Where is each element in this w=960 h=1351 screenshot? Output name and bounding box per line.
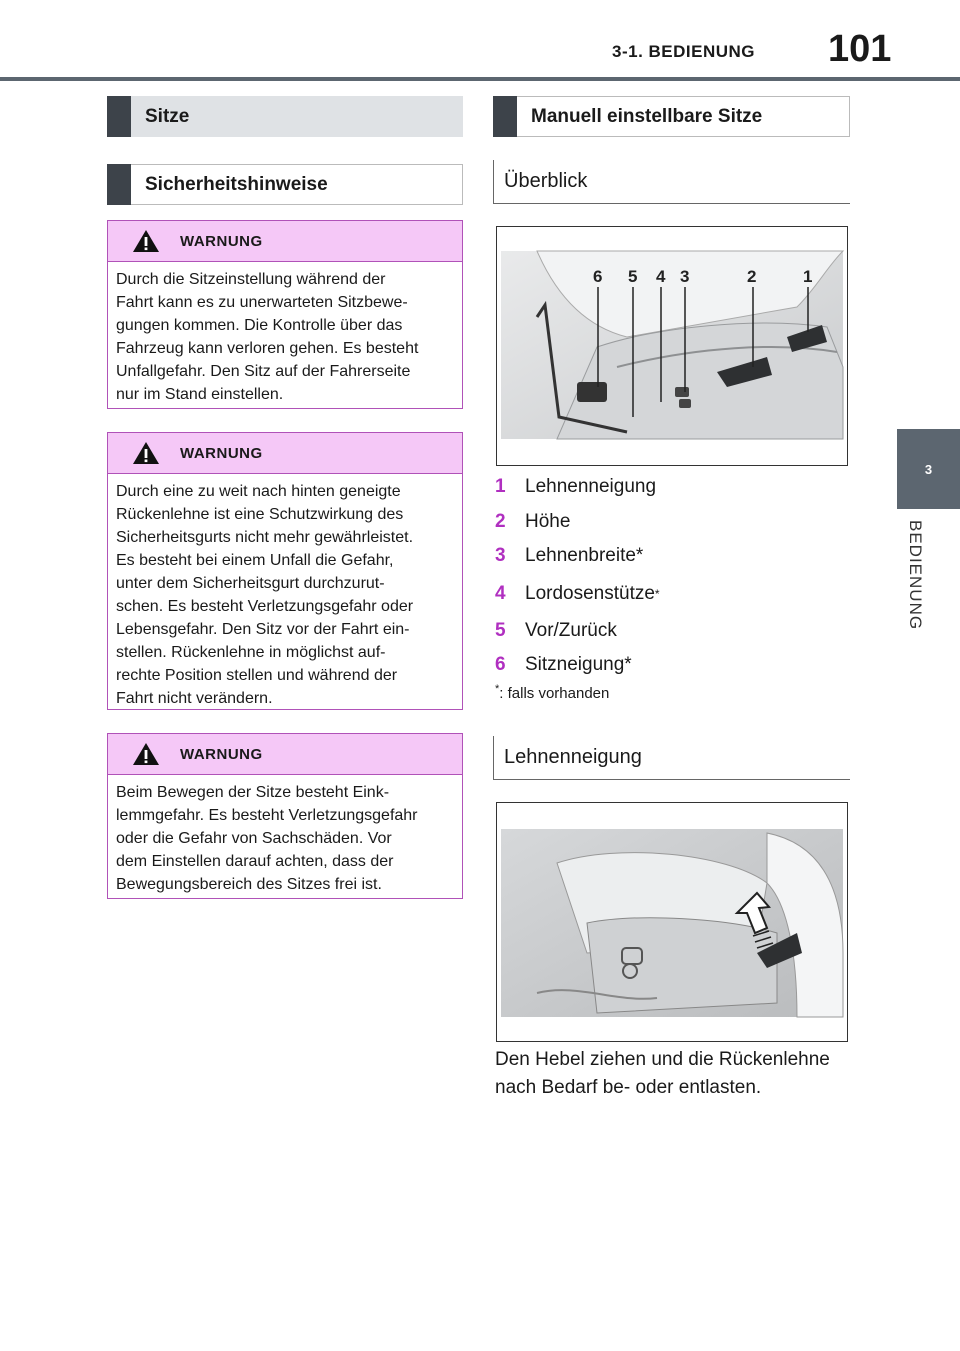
warning-triangle-icon xyxy=(132,441,160,465)
seat-overview-figure xyxy=(496,226,848,466)
recline-lever-illustration xyxy=(497,803,847,1041)
legend-asterisk: * xyxy=(654,586,660,601)
section-heading-manuell xyxy=(493,96,850,137)
heading-bar xyxy=(493,96,517,137)
header-rule xyxy=(0,77,960,81)
footnote xyxy=(495,683,609,702)
subheading-ueberblick: Überblick xyxy=(493,160,850,204)
legend-label: Lehnenbreite* xyxy=(525,545,644,567)
legend-item xyxy=(495,648,855,683)
legend-number: 1 xyxy=(495,476,506,498)
chapter-tab-label: BEDIENUNG xyxy=(906,520,925,631)
warning-header xyxy=(108,433,462,474)
seat-overview-illustration xyxy=(497,227,847,465)
warning-label: WARNUNG xyxy=(180,444,263,462)
seat-control-legend xyxy=(495,470,855,683)
legend-number: 5 xyxy=(495,619,506,641)
subheading-lehnenneigung: Lehnenneigung xyxy=(493,736,850,780)
legend-item xyxy=(495,614,855,649)
warning-triangle-icon xyxy=(132,229,160,253)
warning-text: Durch eine zu weit nach hinten geneigte Rückenlehne ist eine Schutzwirkung des Sicherheitsgurts nicht mehr gewährleistet. Es besteht bei einem Unfall die Gefahr, unter dem Sicherheitsgurt durchzurut- schen. Es besteht Verletzungsgefahr oder Lebensgefahr. Den Sitz vor der Fahrt ein- stellen. Rückenlehne in möglichst auf- rechte Position stellen und während der Fahrt nicht verändern. xyxy=(116,483,414,707)
warning-label: WARNUNG xyxy=(180,745,263,763)
chapter-tab[interactable] xyxy=(897,429,960,509)
legend-number: 4 xyxy=(495,582,506,604)
callout-3: 3 xyxy=(680,267,690,286)
page-number: 101 xyxy=(828,28,892,70)
legend-item xyxy=(495,505,855,540)
legend-item xyxy=(495,470,855,505)
legend-number: 6 xyxy=(495,654,506,676)
chapter-title: 3-1. BEDIENUNG xyxy=(612,42,756,61)
heading-bar xyxy=(107,96,131,137)
callout-4: 4 xyxy=(656,267,666,286)
callout-1: 1 xyxy=(803,267,813,286)
footnote-mark: * xyxy=(495,683,500,695)
section-heading-text: Sitze xyxy=(145,105,190,127)
callout-2: 2 xyxy=(747,267,757,286)
warning-triangle-icon xyxy=(132,742,160,766)
callout-6: 6 xyxy=(593,267,603,286)
legend-label: Höhe xyxy=(525,510,571,532)
warning-text: Beim Bewegen der Sitze besteht Eink- lemmgefahr. Es besteht Verletzungsgefahr oder die Gefahr von Sachschäden. Vor dem Einstellen darauf achten, dass der Bewegungsbereich des Sitzes frei ist. xyxy=(116,784,418,893)
legend-item xyxy=(495,574,855,614)
warning-header xyxy=(108,221,462,262)
recline-instruction: Den Hebel ziehen und die Rückenlehne nach Bedarf be- oder entlasten. xyxy=(495,1049,830,1098)
legend-item xyxy=(495,539,855,574)
recline-figure xyxy=(496,802,848,1042)
legend-label: Lordosenstütze xyxy=(525,582,655,604)
warning-header xyxy=(108,734,462,775)
subsection-heading-sicherheitshinweise xyxy=(107,164,463,205)
section-heading-sitze xyxy=(107,96,463,137)
section-heading-text: Manuell einstellbare Sitze xyxy=(531,105,763,127)
legend-number: 2 xyxy=(495,510,506,532)
warning-text: Durch die Sitzeinstellung während der Fahrt kann es zu unerwarteten Sitzbewe- gungen kommen. Die Kontrolle über das Fahrzeug kann verloren gehen. Es besteht Unfallgefahr. Den Sitz auf der Fahrerseite nur im Stand einstellen. xyxy=(116,271,419,403)
chapter-tab-number: 3 xyxy=(924,461,933,477)
subsection-heading-text: Sicherheitshinweise xyxy=(145,173,328,195)
warning-box-2 xyxy=(107,432,463,710)
heading-bar xyxy=(107,164,131,205)
legend-label: Sitzneigung* xyxy=(525,654,632,676)
legend-label: Lehnenneigung xyxy=(525,476,657,498)
callout-5: 5 xyxy=(628,267,638,286)
warning-box-1 xyxy=(107,220,463,409)
warning-box-3 xyxy=(107,733,463,899)
footnote-text: : falls vorhanden xyxy=(499,685,610,702)
legend-number: 3 xyxy=(495,545,506,567)
warning-label: WARNUNG xyxy=(180,232,263,250)
legend-label: Vor/Zurück xyxy=(525,619,617,641)
